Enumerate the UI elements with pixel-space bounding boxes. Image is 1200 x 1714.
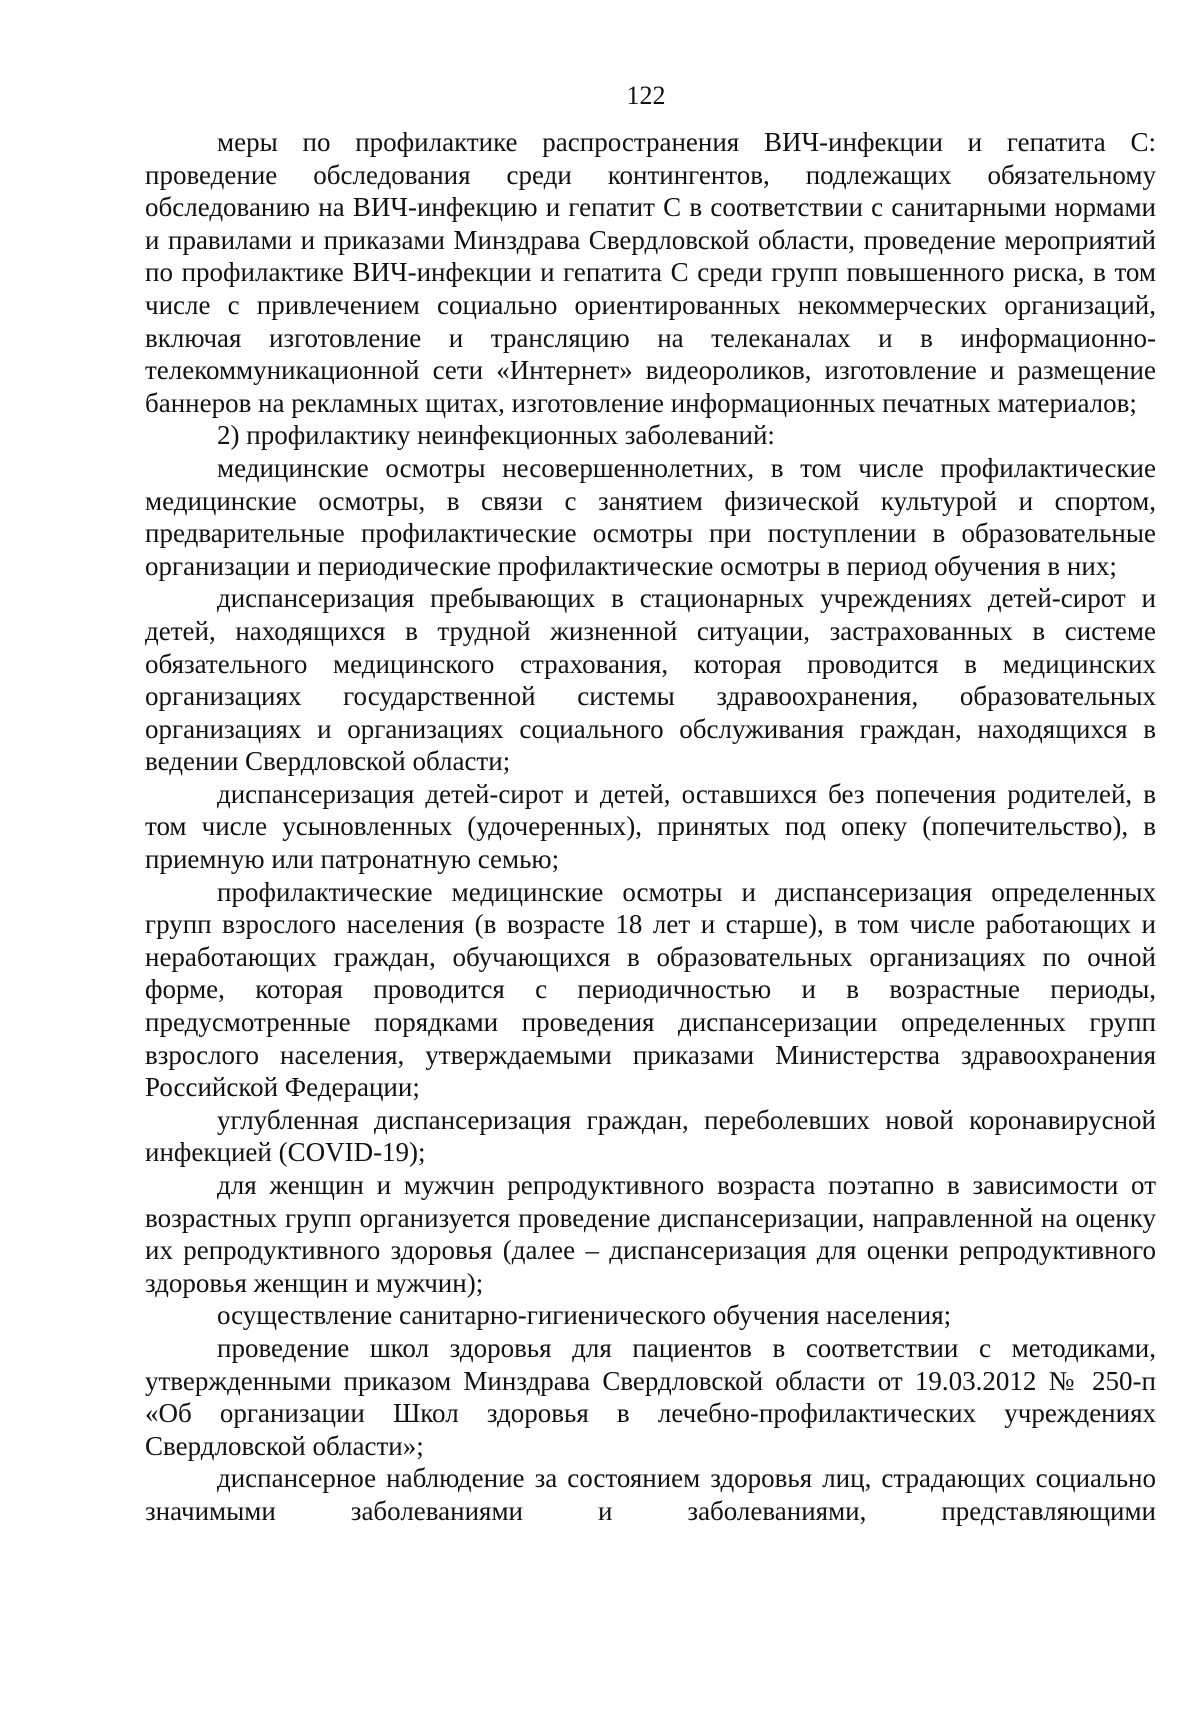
paragraph-dispensary-observation: диспансерное наблюдение за состоянием здоровья лиц, страдающих социально значимыми заболеваниями и заболеваниями, представляющими (145, 1463, 1156, 1526)
paragraph-orphans-in-institutions: диспансеризация пребывающих в стационарных учреждениях детей-сирот и детей, находящихся в трудной жизненной ситуации, застрахованных в системе обязательного медицинского страхования, которая проводится в медицинских организациях государственной системы здравоохранения, образовательных организациях и организациях социального обслуживания граждан, находящихся в ведении Свердловской области; (145, 583, 1156, 777)
paragraph-covid-extended-checkup: углубленная диспансеризация граждан, переболевших новой коронавирусной инфекцией (COVID-19); (145, 1104, 1156, 1168)
paragraph-minors-checkups: медицинские осмотры несовершеннолетних, в том числе профилактические медицинские осмотры, в связи с занятием физической культурой и спортом, предварительные профилактические осмотры при поступлении в образовательные организации и периодические профилактические осмотры в период обучения в них; (145, 452, 1156, 581)
document-body (145, 126, 1156, 1528)
paragraph-health-schools: проведение школ здоровья для пациентов в соответствии с методиками, утвержденными приказом Минздрава Свердловской области от 19.03.2012 № 250-п «Об организации Школ здоровья в лечебно-профилактических учреждениях Свердловской области»; (145, 1332, 1156, 1461)
paragraph-orphans-without-care: диспансеризация детей-сирот и детей, оставшихся без попечения родителей, в том числе усыновленных (удочеренных), принятых под опеку (попечительство), в приемную или патронатную семью; (145, 778, 1156, 875)
paragraph-sanitary-education: осуществление санитарно-гигиенического обучения населения; (217, 1300, 952, 1331)
paragraph-adult-checkups: профилактические медицинские осмотры и диспансеризация определенных групп взрослого населения (в возрасте 18 лет и старше), в том числе работающих и неработающих граждан, обучающихся в образовательных организациях по очной форме, которая проводится с периодичностью и в возрастные периоды, предусмотренные порядками проведения диспансеризации определенных групп взрослого населения, утверждаемыми приказами Министерства здравоохранения Российской Федерации; (145, 876, 1156, 1103)
paragraph-hiv-hepatitis-measures: меры по профилактике распространения ВИЧ-инфекции и гепатита С: проведение обследования среди контингентов, подлежащих обязательному обследованию на ВИЧ-инфекцию и гепатит С в соответствии с санитарными нормами и правилами и приказами Минздрава Свердловской области, проведение мероприятий по профилактике ВИЧ-инфекции и гепатита С среди групп повышенного риска, в том числе с привлечением социально ориентированных некоммерческих организаций, включая изготовление и трансляцию на телеканалах и в информационно-телекоммуникационной сети «Интернет» видеороликов, изготовление и размещение баннеров на рекламных щитах, изготовление информационных печатных материалов; (145, 127, 1156, 418)
paragraph-noninfectious-prevention-heading: 2) профилактику неинфекционных заболеваний: (217, 420, 775, 451)
page-number: 122 (626, 81, 666, 110)
paragraph-reproductive-health: для женщин и мужчин репродуктивного возраста поэтапно в зависимости от возрастных групп организуется проведение диспансеризации, направленной на оценку их репродуктивного здоровья (далее – диспансеризация для оценки репродуктивного здоровья женщин и мужчин); (145, 1170, 1156, 1298)
